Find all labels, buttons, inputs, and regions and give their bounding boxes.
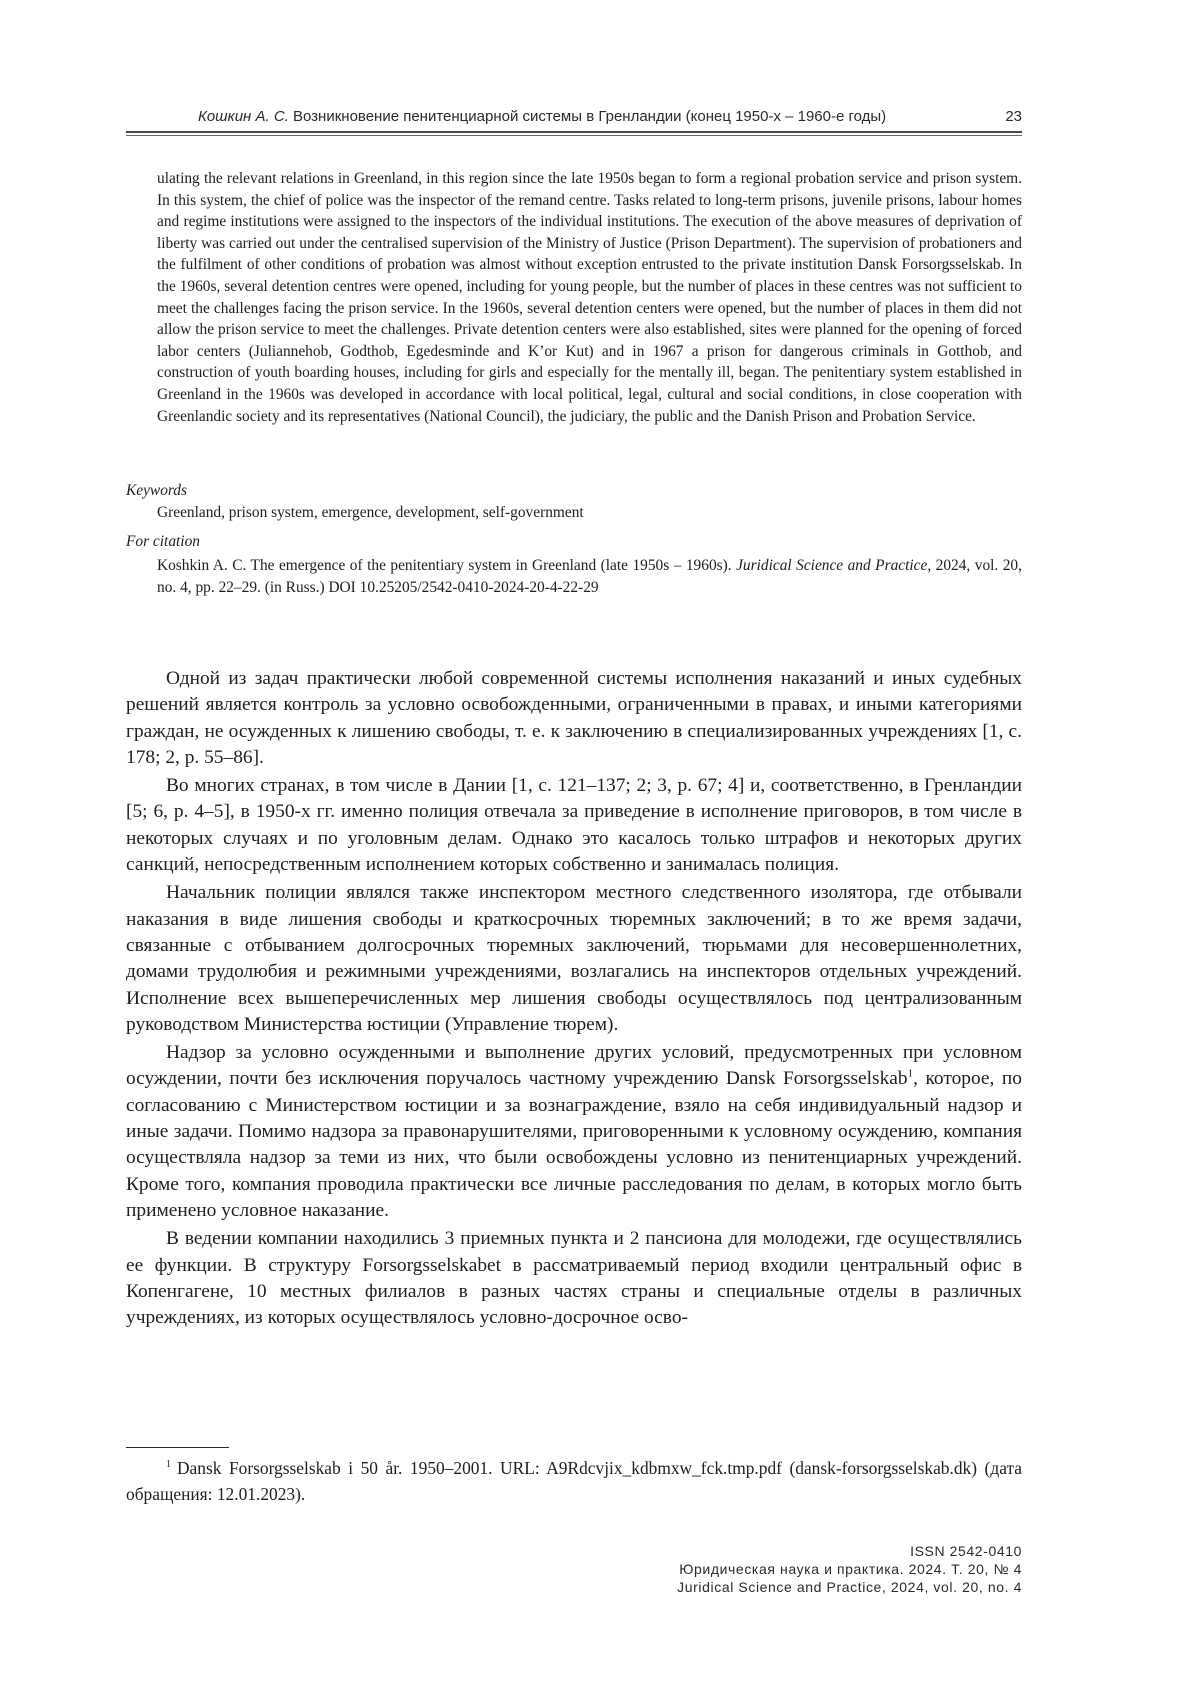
citation-after: , 2024, vol. 20, no. 4, pp. 22–29. (in Russ.) DOI 10.25205/2542-0410-2024-20-4-22-29 [157, 557, 1022, 596]
keywords-label: Keywords [126, 482, 187, 499]
body-paragraph-3: Начальник полиции являлся также инспектором местного следственного изолятора, где отбывали наказания в виде лишения свободы и краткосрочных тюремных заключений; в то же время задачи, связанные с отбыванием долгосрочных тюремных заключений, тюрьмами для несовершеннолетних, домами трудолюбия и режимными учреждениями, возлагались на инспекторов отдельных учреждений. Исполнение всех вышеперечисленных мер лишения свободы осуществлялось под централизованным руководством Министерства юстиции (Управление тюрем). [126, 882, 1022, 1035]
body-paragraph-4 [126, 1040, 1022, 1224]
header-rule-thick [126, 131, 1022, 133]
header-rule-thin [126, 135, 1022, 136]
page-number: 23 [1005, 108, 1022, 125]
running-header [126, 108, 1022, 125]
body-paragraph-4-start: Надзор за условно осужденными и выполнение других условий, предусмотренных при условном осуждении, почти без исключения поручалось частному учреждению Dansk Forsorgsselskab [126, 1042, 1022, 1090]
footnote-rule [126, 1447, 229, 1448]
footer-journal-ru: Юридическая наука и практика. 2024. Т. 20, № 4 [679, 1561, 1022, 1577]
body-paragraph-2: Во многих странах, в том числе в Дании [1, с. 121–137; 2; 3, p. 67; 4] и, соответственно, в Гренландии [5; 6, p. 4–5], в 1950-х гг. именно полиция отвечала за приведение в исполнение приговоров, в том числе в некоторых случаях и по уголовным делам. Однако это касалось только штрафов и некоторых других санкций, непосредственным исполнением которых собственно и занималась полиция. [126, 775, 1022, 876]
footnote-ref: 1 [907, 1067, 914, 1080]
citation-text [157, 555, 1022, 598]
body-paragraph-4-end: , которое, по согласованию с Министерством юстиции и за вознаграждение, взяло на себя индивидуальный надзор и иные задачи. Помимо надзора за правонарушителями, приговоренными к условному осуждению, компания осуществляла надзор за теми из них, что были освобождены условно из пенитенциарных учреждений. Кроме того, компания проводила практически все личные расследования по делам, в которых могло быть применено условное наказание. [126, 1068, 1022, 1221]
citation-label: For citation [126, 533, 200, 550]
body-paragraph-1: Одной из задач практически любой современной системы исполнения наказаний и иных судебных решений является контроль за условно освобожденными, ограниченными в правах, и иными категориями граждан, не осужденных к лишению свободы, т. е. к заключению в специализированных учреждениях [1, с. 178; 2, p. 55–86]. [126, 668, 1022, 768]
header-title: Возникновение пенитенциарной системы в Гренландии (конец 1950-х – 1960-е годы) [293, 108, 887, 125]
citation-before: Koshkin A. C. The emergence of the penitentiary system in Greenland (late 1950s – 1960s). [157, 557, 737, 574]
footnote-text: Dansk Forsorgsselskab i 50 år. 1950–2001. URL: A9Rdcvjix_kdbmxw_fck.tmp.pdf (dansk-forsorgsselskab.dk) (дата обращения: 12.01.2023). [126, 1458, 1022, 1504]
citation-journal: Juridical Science and Practice [736, 557, 928, 574]
keywords-text: Greenland, prison system, emergence, development, self-government [157, 504, 584, 521]
running-title [198, 108, 886, 125]
abstract-text: ulating the relevant relations in Greenland, in this region since the late 1950s began to form a regional probation service and prison system. In this system, the chief of police was the inspector of the remand centre. Tasks related to long-term prisons, juvenile prisons, labour homes and regime institutions were assigned to the inspectors of the individual institutions. The execution of the above measures of deprivation of liberty was carried out under the centralised supervision of the Ministry of Justice (Prison Department). The supervision of probationers and the fulfilment of other conditions of probation was almost without exception entrusted to the private institution Dansk Forsorgsselskab. In the 1960s, several detention centres were opened, including for young people, but the number of places in these centres was not sufficient to meet the challenges facing the prison service. In the 1960s, several detention centers were opened, but the number of places in them did not allow the prison service to meet the challenges. Private detention centers were also established, sites were planned for the opening of forced labor centers (Juliannehob, Godthob, Egedesminde and K’or Kut) and in 1967 a prison for dangerous criminals in Gotthob, and construction of youth boarding houses, including for girls and especially for the mentally ill, began. The penitentiary system established in Greenland in the 1960s was developed in accordance with local political, legal, cultural and social conditions, in close cooperation with Greenlandic society and its representatives (National Council), the judiciary, the public and the Danish Prison and Probation Service. [157, 170, 1022, 425]
body-paragraph-5: В ведении компании находились 3 приемных пункта и 2 пансиона для молодежи, где осуществлялись ее функции. В структуру Forsorgsselskabet в рассматриваемый период входили центральный офис в Копенгагене, 10 местных филиалов в разных частях страны и специальные отделы в различных учреждениях, из которых осуществлялось условно-досрочное осво- [126, 1228, 1022, 1329]
footer-journal-en: Juridical Science and Practice, 2024, vol. 20, no. 4 [677, 1579, 1022, 1595]
footnote [126, 1455, 1022, 1507]
footnote-marker: 1 [166, 1459, 171, 1471]
header-author: Кошкин А. С. [198, 108, 289, 125]
footer-issn: ISSN 2542-0410 [910, 1543, 1022, 1559]
journal-footer [677, 1542, 1022, 1596]
article-body [126, 666, 1022, 1333]
